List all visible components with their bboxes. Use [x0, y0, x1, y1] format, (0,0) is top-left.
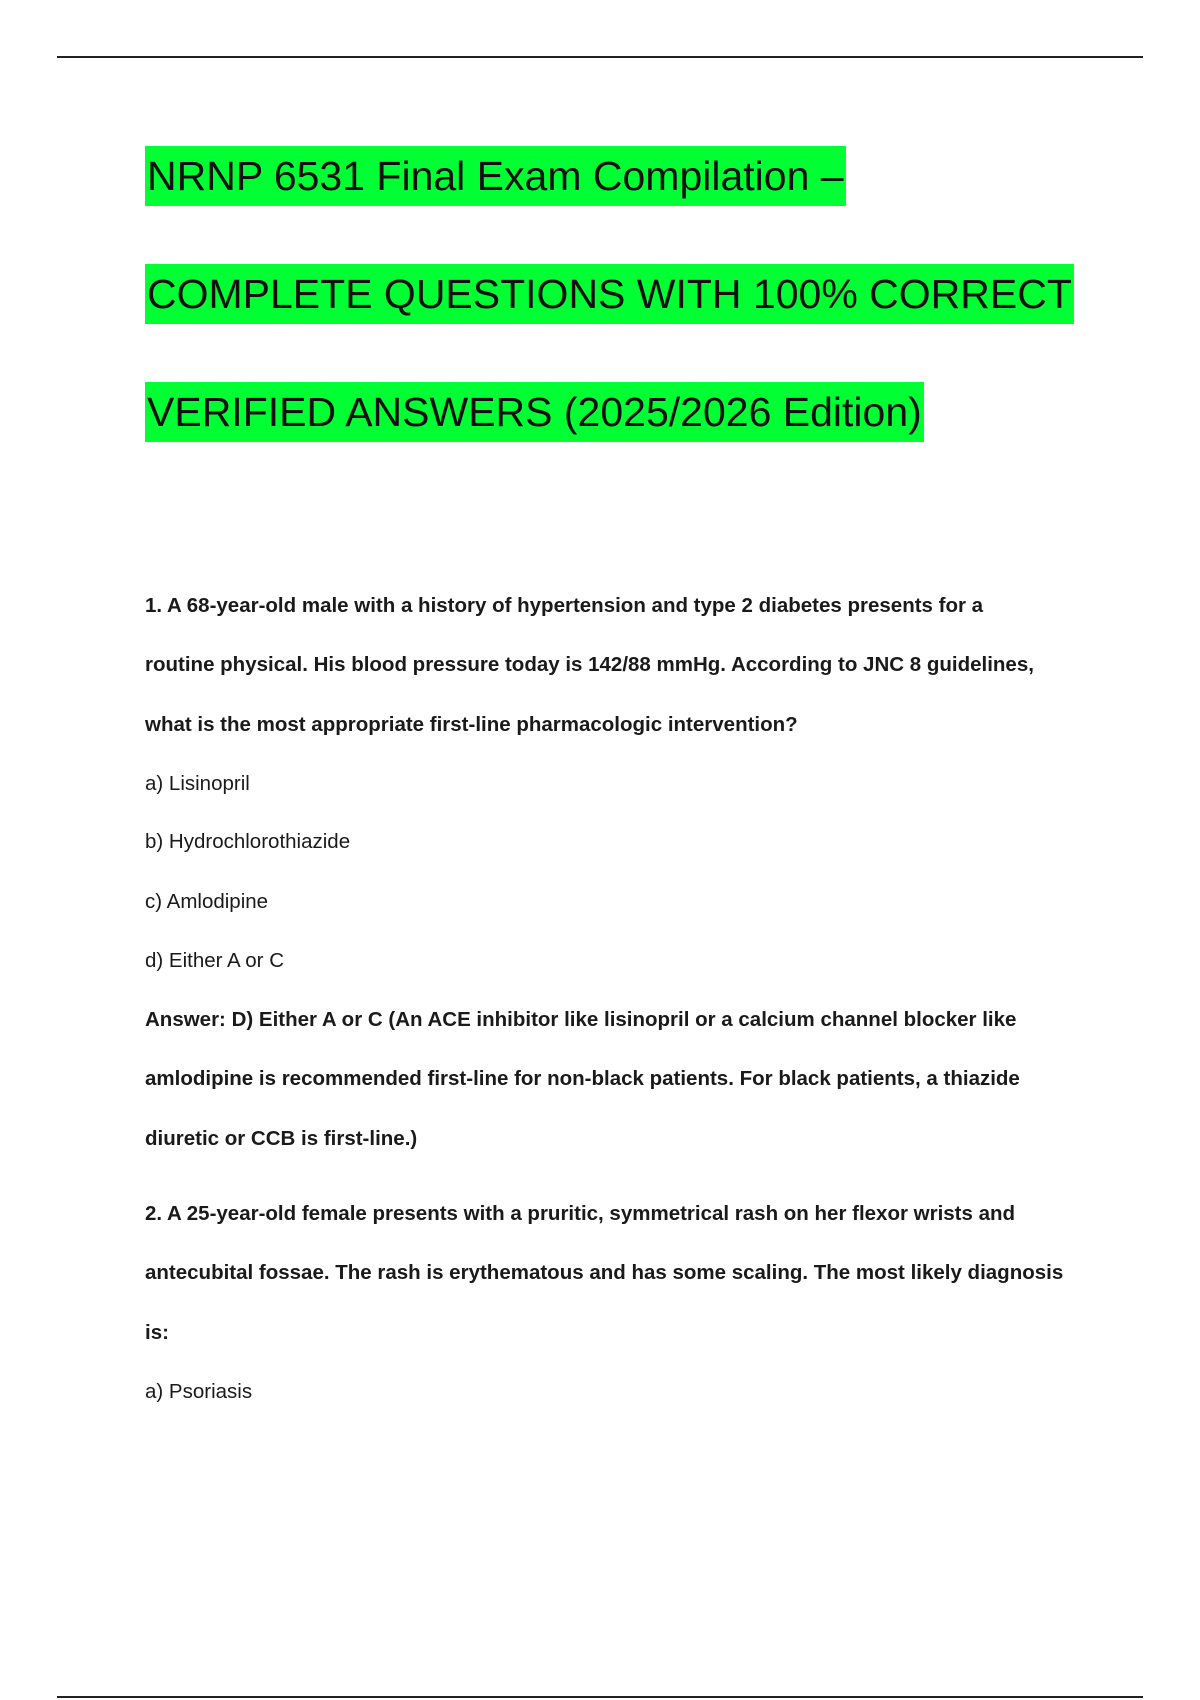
question-1-option-d: d) Either A or C [145, 949, 285, 972]
question-1-answer-line-2: amlodipine is recommended first-line for non-black patients. For black patients, a thiazide [145, 1067, 1020, 1090]
question-1-stem-line-2: routine physical. His blood pressure today is 142/88 mmHg. According to JNC 8 guidelines, [145, 653, 1034, 676]
bottom-rule [57, 1696, 1143, 1698]
question-1-option-b: b) Hydrochlorothiazide [145, 830, 351, 853]
question-1-stem-line-1: 1. A 68-year-old male with a history of hypertension and type 2 diabetes presents for a [145, 594, 984, 617]
question-1-option-c: c) Amlodipine [145, 890, 269, 913]
title-line-1: NRNP 6531 Final Exam Compilation – [145, 146, 846, 206]
top-rule [57, 56, 1143, 58]
question-1-answer-line-3: diuretic or CCB is first-line.) [145, 1127, 418, 1150]
title-line-2: COMPLETE QUESTIONS WITH 100% CORRECT [145, 264, 1074, 324]
question-1-option-a: a) Lisinopril [145, 772, 250, 795]
question-2-stem-line-2: antecubital fossae. The rash is erythematous and has some scaling. The most likely diagnosis [145, 1261, 1064, 1284]
title-line-3: VERIFIED ANSWERS (2025/2026 Edition) [145, 382, 924, 442]
question-2-stem-line-3: is: [145, 1321, 169, 1344]
question-2-option-a: a) Psoriasis [145, 1380, 253, 1403]
question-1-stem-line-3: what is the most appropriate first-line pharmacologic intervention? [145, 713, 798, 736]
question-2-stem-line-1: 2. A 25-year-old female presents with a pruritic, symmetrical rash on her flexor wrists and [145, 1202, 1016, 1225]
question-1-answer-line-1: Answer: D) Either A or C (An ACE inhibitor like lisinopril or a calcium channel blocker like [145, 1008, 1017, 1031]
